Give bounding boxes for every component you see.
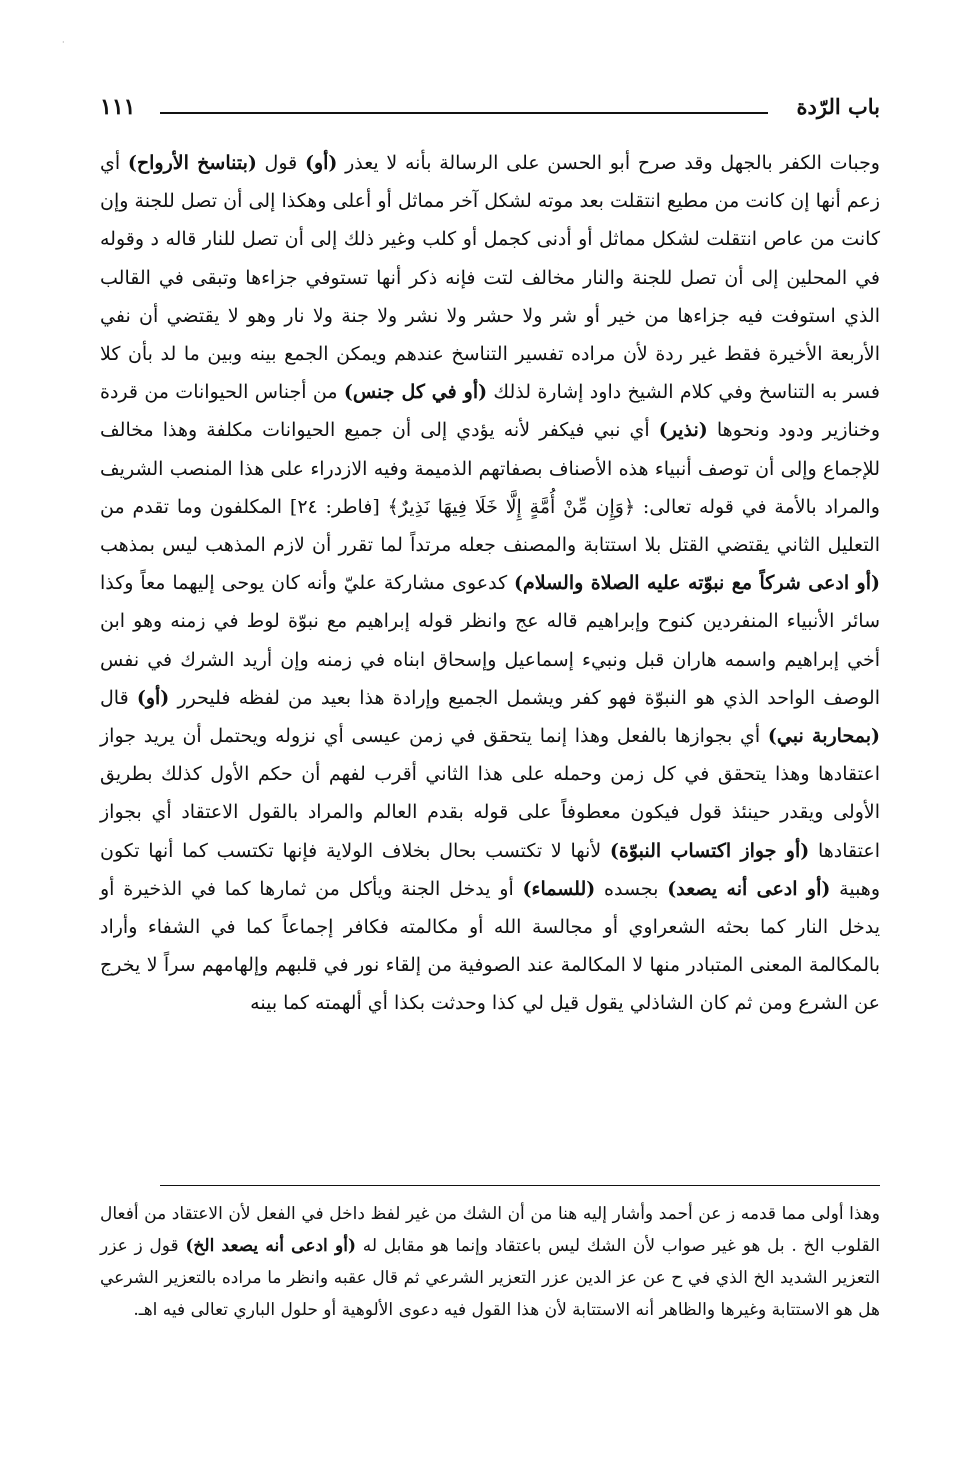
- text-run: أي نبي فيكفر لأنه يؤدي إلى أن جميع الحيوانات مكلفة وهذا مخالف للإجماع وإلى أن توصف أنبياء هذه الأصناف بصفاتهم الذميمة وفيه الازدراء على هذا المنصب الشريف والمراد بالأمة في قوله تعالى:: [100, 419, 880, 518]
- bold-lemma: (أو جواز اكتساب النبوّة): [609, 839, 810, 862]
- bold-lemma: (بتناسخ الأرواح): [127, 152, 257, 174]
- bold-lemma: (للسماء): [522, 877, 596, 900]
- bold-lemma: (أو ادعى أنه يصعد): [667, 877, 831, 900]
- text-run: لأنها لا تكتسب بحال بخلاف الولاية فإنها تكتسب كما أنها تكون وهبية: [100, 839, 880, 900]
- bold-lemma: (أو ادعى شركاً مع نبوّته عليه الصلاة والسلام): [514, 572, 880, 595]
- text-run: أو يدخل الجنة ويأكل من ثمارها كما في الذخيرة أو يدخل النار كما بحثه الشعراوي أو مجالسة الله أو مكالمته فكافر إجماعاً كما في الشفاء وأراد بالمكالمة المعنى المتبادر منها لا المكالمة عند الصوفية من إلقاء نور في قلبهم وإلهامهم سراً لا يخرج عن الشرع ومن ثم كان الشاذلي يقول قيل لي كذا وحدثت بكذا أي ألهمته كما بينه: [100, 877, 880, 1015]
- footnote-separator: [160, 1185, 880, 1186]
- footnote-text: [100, 1198, 880, 1326]
- chapter-title: باب الرّدة: [796, 94, 880, 119]
- text-run: أي بجوازها بالفعل وهذا إنما يتحقق في زمن عيسى أي نزوله ويحتمل أن يريد جواز اعتقادها وهذا يتحقق في كل زمن وحمله على هذا الثاني أقرب لفهم أن حكم الأول كذلك بطريق الأولى ويقدر حينئذ قول فيكون معطوفاً على قوله بقدم العالم والمراد بالقول الاعتقاد أي بجواز اعتقادها: [100, 725, 880, 862]
- bold-lemma: (أو): [304, 152, 338, 174]
- header-rule: [160, 112, 768, 114]
- text-run: وهذا أولى مما قدمه ز عن أحمد وأشار إليه هنا من أن الشك من غير لفظ داخل في الفعل لأن الاعتقاد من أفعال القلوب الخ . بل هو غير صواب لأن الشك ليس باعتقاد وإنما هو مقابل له: [100, 1204, 881, 1256]
- main-paragraph: [100, 144, 880, 1023]
- scan-speck: ·: [62, 38, 65, 47]
- text-run: قال: [100, 686, 137, 709]
- text-run: من أجناس الحيوانات من قردة وخنازير ودود ونحوها: [100, 381, 880, 442]
- bold-lemma: (أو في كل جنس): [343, 381, 488, 404]
- main-text: [100, 144, 880, 1023]
- quran-quote: ﴿وَإِن مِّنْ أُمَّةٍ إِلَّا خَلَا فِيهَا نَذِيرٌ﴾: [387, 495, 636, 518]
- text-run: وجبات الكفر بالجهل وقد صرح أبو الحسن على الرسالة بأنه لا يعذر: [337, 152, 880, 174]
- footnote-paragraph: [100, 1198, 880, 1326]
- bold-lemma: (أو): [136, 686, 170, 709]
- bold-lemma: (بمحاربة نبي): [767, 725, 880, 748]
- text-run: أي زعم أنها إن كانت من مطيع انتقلت بعد موته لشكل آخر مماثل أو أعلى وهكذا إلى أن تصل للجنة وإن كانت من عاص انتقلت لشكل مماثل أو أدنى كجمل أو كلب وغير ذلك إلى أن تصل للنار قاله د وقوله في المحلين إلى أن تصل للجنة والنار مخالف لتت فإنه ذكر أنها تستوفي جزاءها وتبقى في القالب الذي استوفت فيه جزاءها من خير أو شر ولا حشر ولا نشر ولا جنة ولا نار وهو لا يقتضي أن نفي الأربعة الأخيرة فقط غير ردة لأن مراده تفسير التناسخ عندهم ويمكن الجمع بينه وبين ما لد بأن كلا فسر به التناسخ وفي كلام الشيخ داود إشارة لذلك: [100, 152, 880, 404]
- page-number: ١١١: [100, 94, 136, 120]
- text-run: [فاطر: ٢٤] المكلفون وما تقدم من التعليل الثاني يقتضي القتل بلا استتابة والمصنف جعله مرتداً لما تقرر أن لازم المذهب ليس بمذهب: [100, 495, 880, 557]
- bold-lemma: (نذير): [658, 419, 708, 442]
- running-header: [100, 92, 880, 126]
- text-run: بجسده: [595, 877, 668, 900]
- bold-lemma: (أو ادعى أنه يصعد الخ): [185, 1236, 356, 1256]
- text-run: قول: [256, 152, 305, 174]
- text-run: كدعوى مشاركة عليّ وأنه كان يوحى إليهما معاً وكذا سائر الأنبياء المنفردين كنوح وإبراهيم قاله عج وانظر قوله إبراهيم مع نبوّة لوط في زمنه وهو ابن أخي إبراهيم واسمه هاران قبل ونبيء إسماعيل وإسحاق ابناه في زمنه وإن أريد الشرك في نفس الوصف الواحد الذي هو النبوّة فهو كفر ويشمل الجميع وإرادة هذا بعيد من لفظه فليحرر: [100, 572, 880, 709]
- text-run: قول ز عزر التعزير الشديد الخ الذي في ح عن عز الدين عزر التعزير الشرعي ثم قال عقبه وانظر ما مراده بالتعزير الشرعي هل هو الاستتابة وغيرها والظاهر أنه الاستتابة لأن هذا القول فيه دعوى الألوهية أو حلول الباري تعالى فيه اهـ.: [100, 1236, 880, 1320]
